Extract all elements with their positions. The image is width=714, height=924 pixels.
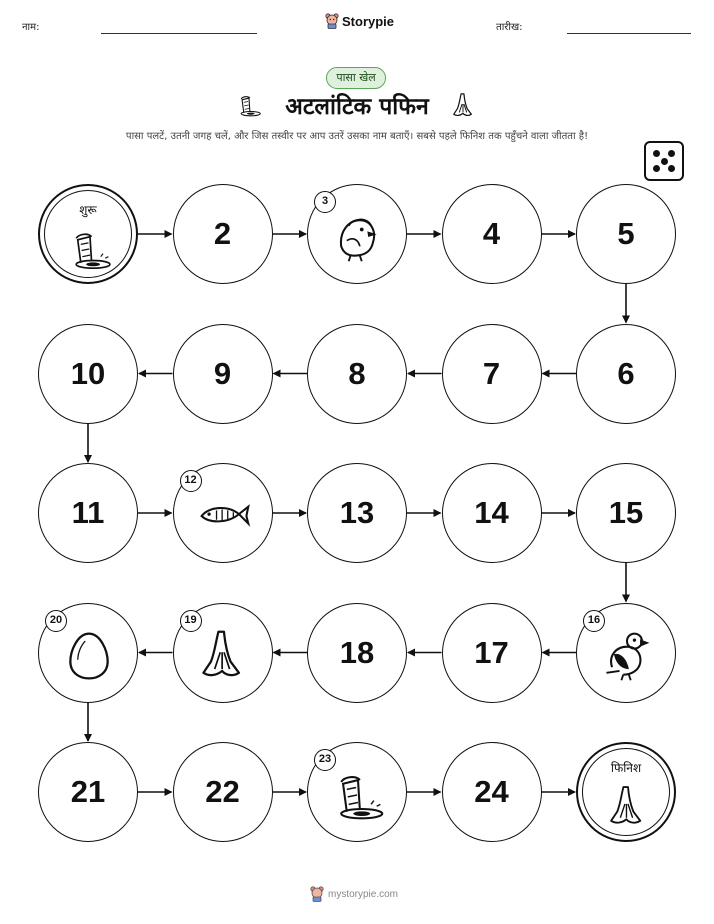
board-space-6[interactable] xyxy=(576,324,676,424)
space-number: 17 xyxy=(474,634,509,670)
board-space-22[interactable] xyxy=(173,742,273,842)
space-number-badge: 3 xyxy=(314,191,336,213)
space-number: 18 xyxy=(339,634,375,670)
space-number: 5 xyxy=(617,216,635,251)
burrow-icon xyxy=(66,226,114,272)
brand-name: Storypie xyxy=(342,13,395,29)
date-label: तारीख: xyxy=(496,22,523,33)
board-space-14[interactable] xyxy=(442,463,542,563)
webbed-foot-icon xyxy=(604,784,652,830)
space-number-badge: 16 xyxy=(583,610,605,632)
board-space-1[interactable] xyxy=(38,184,138,284)
burrow-icon xyxy=(330,767,386,823)
board-space-17[interactable] xyxy=(442,603,542,703)
board-space-23[interactable] xyxy=(307,742,407,842)
webbed-foot-icon xyxy=(196,628,252,684)
puffin-icon xyxy=(599,628,655,684)
footer-url[interactable]: mystorypie.com xyxy=(328,888,399,900)
space-number: 10 xyxy=(70,355,106,391)
name-label: नाम: xyxy=(22,22,40,33)
egg-icon xyxy=(61,628,117,684)
space-number: 6 xyxy=(617,355,635,391)
board-space-9[interactable] xyxy=(173,324,273,424)
space-number: 11 xyxy=(71,495,105,530)
space-number-badge: 19 xyxy=(180,610,202,632)
puffin-chick-icon xyxy=(330,209,386,265)
footer xyxy=(310,886,398,902)
storypie-bear-icon xyxy=(310,886,324,902)
board-space-2[interactable] xyxy=(173,184,273,284)
space-number: 22 xyxy=(205,774,240,809)
board-space-5[interactable] xyxy=(576,184,676,284)
board-space-19[interactable] xyxy=(173,603,273,703)
space-number: 4 xyxy=(482,216,501,251)
board-space-21[interactable] xyxy=(38,742,138,842)
board-space-15[interactable] xyxy=(576,463,676,563)
board-space-11[interactable] xyxy=(38,463,138,563)
instructions: पासा पलटें, उतनी जगह चलें, और जिस तस्वीर पर आप उतरें उसका नाम बताएँ। सबसे पहले फिनिश तक पहुँचने वाला जीतता है! xyxy=(125,131,589,142)
board-space-8[interactable] xyxy=(307,324,407,424)
space-number: 7 xyxy=(482,355,501,391)
board-space-12[interactable] xyxy=(173,463,273,563)
board-space-24[interactable] xyxy=(442,742,542,842)
space-number: 9 xyxy=(213,355,232,391)
board-space-18[interactable] xyxy=(307,603,407,703)
space-number: 14 xyxy=(474,495,509,530)
board-space-10[interactable] xyxy=(38,324,138,424)
space-number: 8 xyxy=(348,355,366,391)
board-space-25[interactable] xyxy=(576,742,676,842)
page-title: अटलांटिक पफिन xyxy=(285,94,429,120)
space-number-badge: 20 xyxy=(45,610,67,632)
board-space-4[interactable] xyxy=(442,184,542,284)
space-number-badge: 23 xyxy=(314,749,336,771)
space-number: 15 xyxy=(608,495,644,530)
board-space-3[interactable] xyxy=(307,184,407,284)
fish-icon xyxy=(196,488,252,544)
finish-label: फिनिश xyxy=(610,761,642,775)
board-space-16[interactable] xyxy=(576,603,676,703)
space-number: 13 xyxy=(339,495,375,530)
space-number-badge: 12 xyxy=(180,470,202,492)
space-number: 2 xyxy=(213,216,232,251)
board-space-13[interactable] xyxy=(307,463,407,563)
game-type-tag: पासा खेल xyxy=(326,67,386,89)
space-number: 21 xyxy=(70,774,106,809)
start-label: शुरू xyxy=(79,203,97,217)
board-space-7[interactable] xyxy=(442,324,542,424)
board-space-20[interactable] xyxy=(38,603,138,703)
space-number: 24 xyxy=(474,774,509,809)
